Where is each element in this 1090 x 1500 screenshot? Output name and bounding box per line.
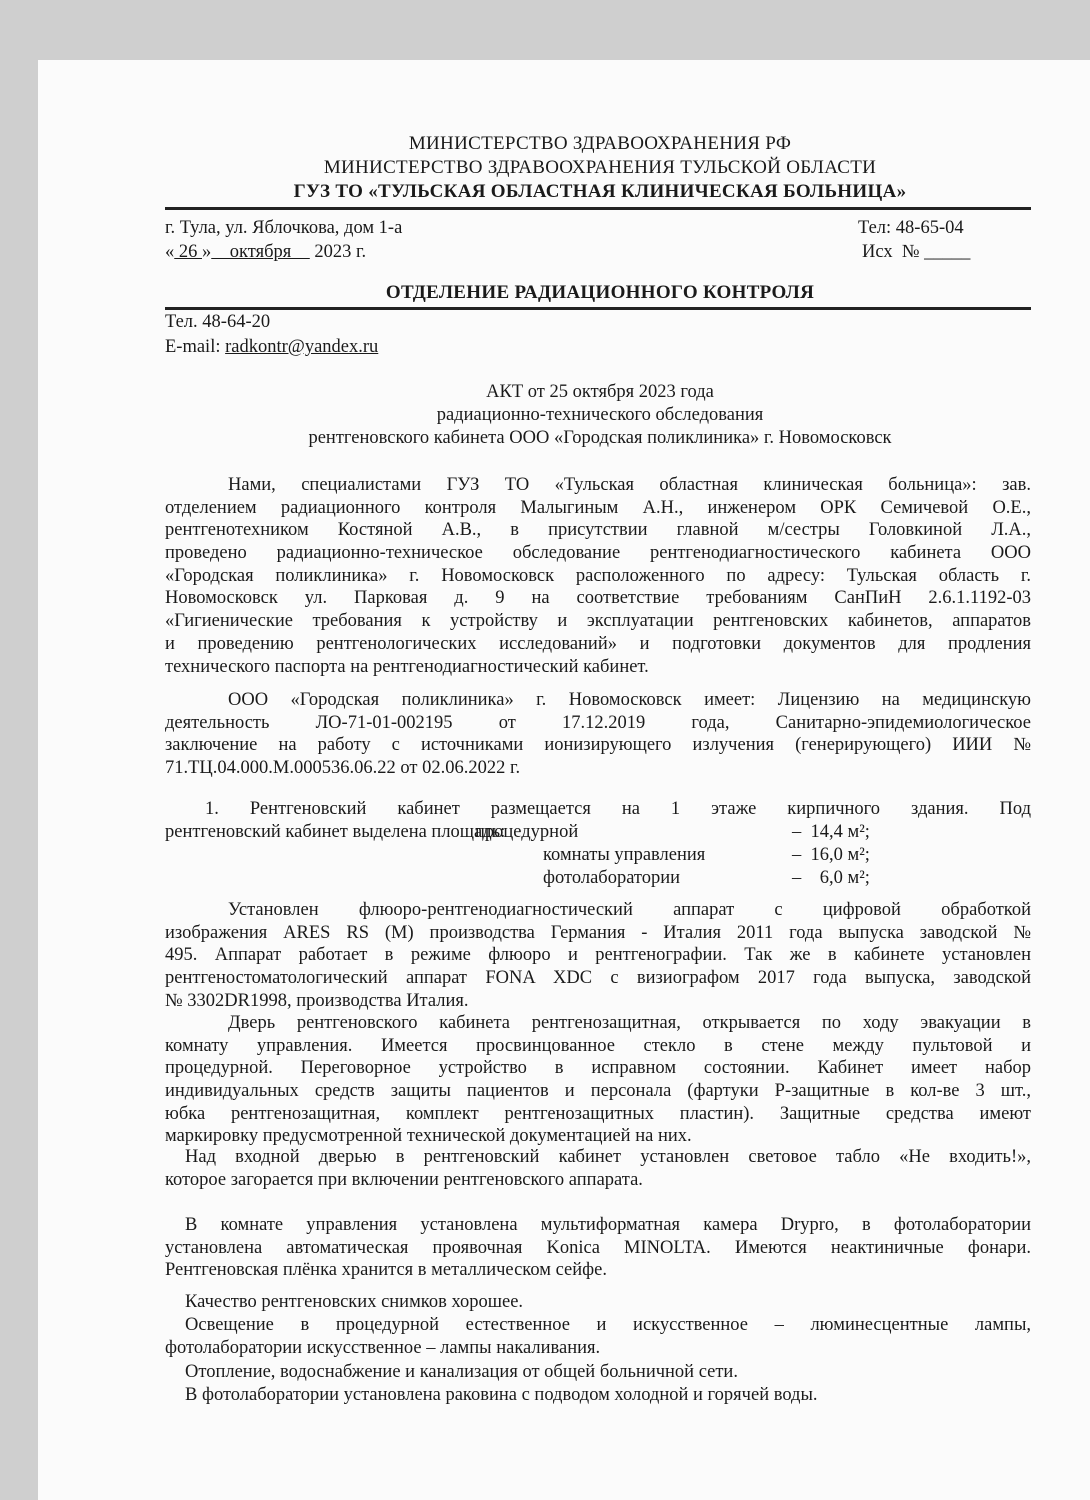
area-intro: рентгеновский кабинет выделена площадь: bbox=[165, 822, 506, 842]
paragraph-line: Отопление, водоснабжение и канализация от общей больничной сети. bbox=[185, 1362, 738, 1382]
body-paragraph bbox=[165, 1291, 1031, 1314]
paragraph-line: Нами, специалистами ГУЗ ТО «Тульская областная клиническая больница»: зав. bbox=[228, 475, 1031, 495]
act-title: АКТ от 25 октября 2023 года bbox=[486, 382, 714, 402]
email-label: E-mail: bbox=[165, 337, 226, 357]
paragraph-line: Дверь рентгеновского кабинета рентгенозащитная, открывается по ходу эвакуации в bbox=[228, 1013, 1031, 1033]
department-divider bbox=[165, 307, 1031, 310]
body-paragraph bbox=[165, 1214, 1031, 1282]
paragraph-line: Освещение в процедурной естественное и искусственное – люминесцентные лампы, bbox=[185, 1315, 1031, 1335]
paragraph-line: деятельность ЛО-71-01-002195 от 17.12.2019 года, Санитарно-эпидемиологическое bbox=[165, 712, 1031, 733]
email-link[interactable]: radkontr@yandex.ru bbox=[225, 337, 379, 357]
paragraph-line: 1. Рентгеновский кабинет размещается на 1 этаже кирпичного здания. Под bbox=[205, 799, 1031, 819]
paragraph-line: установлена автоматическая проявочная Konica MINOLTA. Имеются неактиничные фонари. bbox=[165, 1237, 1031, 1258]
act-subtitle-1: радиационно-технического обследования bbox=[436, 405, 764, 425]
paragraph-line: отделением радиационного контроля Малыгиным А.Н., инженером ОРК Семичевой О.Е., bbox=[165, 497, 1031, 518]
department-email bbox=[165, 336, 378, 359]
paragraph-line: заключение на работу с источниками ионизирующего излучения (генерирующего) ИИИ № bbox=[165, 735, 1031, 756]
area-name: комнаты управления bbox=[543, 845, 706, 865]
paragraph-line: рентгеностоматологический аппарат FONA XDC с визиографом 2017 года выпуска, заводской bbox=[165, 968, 1031, 989]
paragraph-line: 71.ТЦ.04.000.М.000536.06.22 от 02.06.2022 г. bbox=[165, 758, 521, 779]
body-paragraph bbox=[165, 1012, 1031, 1148]
hospital-phone: Тел: 48-65-04 bbox=[858, 218, 964, 238]
outgoing-label: Исх № bbox=[862, 242, 925, 262]
paragraph-line: изображения ARES RS (M) производства Германия - Италия 2011 года выпуска заводской № bbox=[165, 922, 1031, 943]
letter-date bbox=[165, 241, 366, 264]
body-paragraph bbox=[165, 689, 1031, 780]
paragraph-line: и проведению рентгенологических исследований» и подготовки документов для продления bbox=[165, 633, 1031, 654]
ministry-region: МИНИСТЕРСТВО ЗДРАВООХРАНЕНИЯ ТУЛЬСКОЙ ОБЛАСТИ bbox=[323, 157, 877, 178]
paragraph-line: маркировку предусмотренной технической документацией на них. bbox=[165, 1126, 692, 1147]
paragraph-line: фотолаборатории искусственное – лампы накаливания. bbox=[165, 1337, 601, 1358]
paragraph-line: ООО «Городская поликлиника» г. Новомосковск имеет: Лицензию на медицинскую bbox=[228, 690, 1031, 710]
date-close: » bbox=[202, 242, 212, 262]
paragraph-line: проведено радиационно-техническое обследование рентгенодиагностического кабинета ООО bbox=[165, 543, 1031, 564]
paragraph-line: Рентгеновская плёнка хранится в металлическом сейфе. bbox=[165, 1260, 607, 1281]
department-title: ОТДЕЛЕНИЕ РАДИАЦИОННОГО КОНТРОЛЯ bbox=[385, 282, 815, 303]
hospital-name: ГУЗ ТО «ТУЛЬСКАЯ ОБЛАСТНАЯ КЛИНИЧЕСКАЯ БОЛЬНИЦА» bbox=[293, 181, 907, 202]
department-phone: Тел. 48-64-20 bbox=[165, 312, 271, 332]
body-paragraph bbox=[165, 899, 1031, 1012]
paragraph-line: процедурной. Переговорное устройство в исправном состоянии. Кабинет имеет набор bbox=[165, 1058, 1031, 1079]
body-paragraph bbox=[165, 798, 1031, 821]
area-name: процедурной bbox=[475, 822, 579, 842]
outgoing-value: _____ bbox=[924, 242, 971, 262]
area-value: – 14,4 м²; bbox=[792, 822, 870, 842]
ministry-rf: МИНИСТЕРСТВО ЗДРАВООХРАНЕНИЯ РФ bbox=[408, 133, 792, 154]
body-paragraph bbox=[165, 1146, 1031, 1191]
paragraph-line: В комнате управления установлена мультиформатная камера Drypro, в фотолаборатории bbox=[185, 1215, 1031, 1235]
header-divider bbox=[165, 207, 1031, 210]
paragraph-line: «Городская поликлиника» г. Новомосковск расположенного по адресу: Тульская область г. bbox=[165, 565, 1031, 586]
paragraph-line: комнату управления. Имеется просвинцованное стекло в стене между пультовой и bbox=[165, 1035, 1031, 1056]
body-paragraph bbox=[165, 1384, 1031, 1407]
paragraph-line: № 3302DR1998, производства Италия. bbox=[165, 990, 469, 1011]
area-value: – 6,0 м²; bbox=[792, 868, 870, 888]
outgoing-number bbox=[862, 241, 970, 264]
paragraph-line: В фотолаборатории установлена раковина с подводом холодной и горячей воды. bbox=[185, 1385, 818, 1405]
paragraph-line: технического паспорта на рентгенодиагностический кабинет. bbox=[165, 656, 649, 677]
paragraph-line: Над входной дверью в рентгеновский кабинет установлен световое табло «Не входить!», bbox=[185, 1147, 1031, 1167]
body-paragraph bbox=[165, 474, 1031, 678]
area-value: – 16,0 м²; bbox=[792, 845, 870, 865]
area-name: фотолаборатории bbox=[543, 868, 681, 888]
date-month: октября bbox=[211, 242, 310, 262]
paragraph-line: рентгенотехником Костяной А.В., в присутствии главной м/сестры Головкиной Л.А., bbox=[165, 520, 1031, 541]
body-paragraph bbox=[165, 1361, 1031, 1384]
paragraph-line: которое загорается при включении рентгеновского аппарата. bbox=[165, 1169, 643, 1190]
act-subtitle-2: рентгеновского кабинета ООО «Городская поликлиника» г. Новомосковск bbox=[308, 428, 892, 448]
paragraph-line: «Гигиенические требования к устройству и эксплуатации рентгеновских кабинетов, аппаратов bbox=[165, 611, 1031, 632]
paragraph-line: 495. Аппарат работает в режиме флюоро и рентгенографии. Так же в кабинете установлен bbox=[165, 945, 1031, 966]
address: г. Тула, ул. Яблочкова, дом 1-а bbox=[165, 218, 403, 238]
paragraph-line: Установлен флюоро-рентгенодиагностический аппарат с цифровой обработкой bbox=[228, 900, 1031, 920]
body-paragraph bbox=[165, 1314, 1031, 1359]
paragraph-line: Качество рентгеновских снимков хорошее. bbox=[185, 1292, 524, 1312]
date-year: 2023 г. bbox=[309, 242, 367, 262]
document-page bbox=[38, 60, 1090, 1500]
paragraph-line: Новомосковск ул. Парковая д. 9 на соответствие требованиям СанПиН 2.6.1.1192-03 bbox=[165, 588, 1031, 609]
date-day: 26 bbox=[174, 242, 202, 262]
date-open: « bbox=[165, 242, 175, 262]
paragraph-line: индивидуальных средств защиты пациентов и персонала (фартуки Р-защитные в кол-ве 3 шт., bbox=[165, 1081, 1031, 1102]
paragraph-line: юбка рентгенозащитная, комплект рентгенозащитных пластин). Защитные средства имеют bbox=[165, 1103, 1031, 1124]
